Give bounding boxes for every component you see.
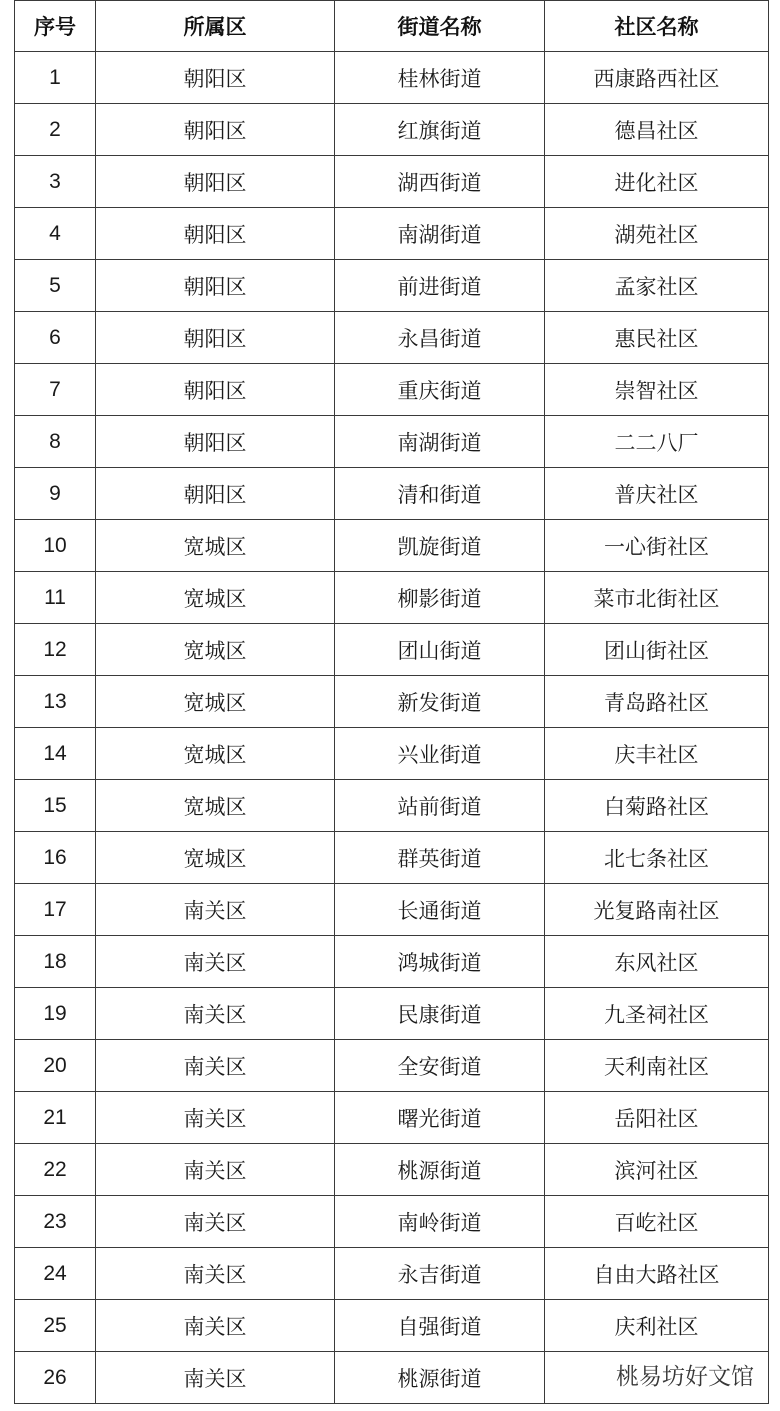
cell-street-name: 柳影街道	[335, 572, 545, 624]
table-row	[15, 780, 769, 832]
cell-district: 宽城区	[96, 832, 335, 884]
cell-district: 南关区	[96, 884, 335, 936]
cell-community-name: 团山街社区	[545, 624, 769, 676]
cell-street-name: 全安街道	[335, 1040, 545, 1092]
table-row	[15, 1092, 769, 1144]
table-row	[15, 572, 769, 624]
cell-community-name: 德昌社区	[545, 104, 769, 156]
cell-serial-number: 11	[15, 572, 96, 624]
cell-street-name: 桃源街道	[335, 1144, 545, 1196]
cell-district: 朝阳区	[96, 52, 335, 104]
cell-community-name: 白菊路社区	[545, 780, 769, 832]
cell-district: 朝阳区	[96, 104, 335, 156]
cell-community-name: 菜市北街社区	[545, 572, 769, 624]
cell-street-name: 群英街道	[335, 832, 545, 884]
cell-serial-number: 26	[15, 1352, 96, 1404]
cell-community-name: 孟家社区	[545, 260, 769, 312]
cell-street-name: 重庆街道	[335, 364, 545, 416]
cell-serial-number: 7	[15, 364, 96, 416]
table-row	[15, 936, 769, 988]
cell-street-name: 鸿城街道	[335, 936, 545, 988]
table-row	[15, 728, 769, 780]
table-header	[15, 1, 769, 52]
table-row	[15, 52, 769, 104]
table-row	[15, 260, 769, 312]
cell-district: 朝阳区	[96, 156, 335, 208]
cell-serial-number: 8	[15, 416, 96, 468]
table-row	[15, 624, 769, 676]
table-row	[15, 468, 769, 520]
cell-street-name: 长通街道	[335, 884, 545, 936]
cell-community-name: 东风社区	[545, 936, 769, 988]
cell-district: 宽城区	[96, 780, 335, 832]
cell-community-name: 进化社区	[545, 156, 769, 208]
cell-district: 朝阳区	[96, 364, 335, 416]
cell-serial-number: 16	[15, 832, 96, 884]
table-row	[15, 1144, 769, 1196]
header-district: 所属区	[96, 1, 335, 52]
cell-street-name: 永昌街道	[335, 312, 545, 364]
cell-district: 朝阳区	[96, 312, 335, 364]
cell-street-name: 南岭街道	[335, 1196, 545, 1248]
table-row	[15, 1248, 769, 1300]
cell-street-name: 团山街道	[335, 624, 545, 676]
cell-community-name: 一心街社区	[545, 520, 769, 572]
cell-district: 朝阳区	[96, 260, 335, 312]
cell-district: 南关区	[96, 1196, 335, 1248]
table-row	[15, 312, 769, 364]
cell-community-name: 庆丰社区	[545, 728, 769, 780]
header-serial-number: 序号	[15, 1, 96, 52]
cell-district: 南关区	[96, 1352, 335, 1404]
cell-community-name: 岳阳社区	[545, 1092, 769, 1144]
cell-street-name: 站前街道	[335, 780, 545, 832]
cell-community-name: 九圣祠社区	[545, 988, 769, 1040]
cell-serial-number: 23	[15, 1196, 96, 1248]
cell-street-name: 南湖街道	[335, 416, 545, 468]
cell-district: 朝阳区	[96, 416, 335, 468]
cell-street-name: 凯旋街道	[335, 520, 545, 572]
cell-serial-number: 22	[15, 1144, 96, 1196]
table-row	[15, 988, 769, 1040]
cell-street-name: 桃源街道	[335, 1352, 545, 1404]
cell-serial-number: 14	[15, 728, 96, 780]
header-street-name: 街道名称	[335, 1, 545, 52]
table-body	[15, 52, 769, 1404]
cell-street-name: 曙光街道	[335, 1092, 545, 1144]
cell-community-name: 二二八厂	[545, 416, 769, 468]
cell-street-name: 湖西街道	[335, 156, 545, 208]
cell-district: 南关区	[96, 936, 335, 988]
cell-serial-number: 10	[15, 520, 96, 572]
cell-street-name: 红旗街道	[335, 104, 545, 156]
cell-district: 宽城区	[96, 572, 335, 624]
cell-district: 南关区	[96, 1092, 335, 1144]
cell-district: 南关区	[96, 1144, 335, 1196]
cell-serial-number: 2	[15, 104, 96, 156]
cell-serial-number: 20	[15, 1040, 96, 1092]
cell-community-name: 庆利社区	[545, 1300, 769, 1352]
cell-serial-number: 18	[15, 936, 96, 988]
cell-community-name: 青岛路社区	[545, 676, 769, 728]
cell-district: 宽城区	[96, 676, 335, 728]
cell-serial-number: 6	[15, 312, 96, 364]
table-row	[15, 208, 769, 260]
cell-community-name: 惠民社区	[545, 312, 769, 364]
table-row	[15, 676, 769, 728]
cell-street-name: 兴业街道	[335, 728, 545, 780]
cell-community-name: 百屹社区	[545, 1196, 769, 1248]
cell-serial-number: 12	[15, 624, 96, 676]
cell-serial-number: 1	[15, 52, 96, 104]
cell-serial-number: 21	[15, 1092, 96, 1144]
cell-serial-number: 15	[15, 780, 96, 832]
cell-serial-number: 17	[15, 884, 96, 936]
cell-serial-number: 4	[15, 208, 96, 260]
cell-community-name: 自由大路社区	[545, 1248, 769, 1300]
cell-serial-number: 24	[15, 1248, 96, 1300]
cell-serial-number: 25	[15, 1300, 96, 1352]
cell-community-name: 滨河社区	[545, 1144, 769, 1196]
cell-community-name: 天利南社区	[545, 1040, 769, 1092]
cell-serial-number: 19	[15, 988, 96, 1040]
table-row	[15, 416, 769, 468]
cell-community-name: 崇智社区	[545, 364, 769, 416]
table-row	[15, 832, 769, 884]
table-row	[15, 1196, 769, 1248]
cell-street-name: 新发街道	[335, 676, 545, 728]
cell-district: 南关区	[96, 1040, 335, 1092]
table-row	[15, 520, 769, 572]
table-row	[15, 884, 769, 936]
cell-district: 宽城区	[96, 624, 335, 676]
cell-street-name: 前进街道	[335, 260, 545, 312]
cell-district: 朝阳区	[96, 208, 335, 260]
cell-district: 宽城区	[96, 520, 335, 572]
header-community-name: 社区名称	[545, 1, 769, 52]
cell-serial-number: 3	[15, 156, 96, 208]
table-row	[15, 104, 769, 156]
cell-district: 宽城区	[96, 728, 335, 780]
cell-street-name: 自强街道	[335, 1300, 545, 1352]
cell-street-name: 南湖街道	[335, 208, 545, 260]
cell-district: 南关区	[96, 988, 335, 1040]
cell-community-name: 普庆社区	[545, 468, 769, 520]
cell-street-name: 民康街道	[335, 988, 545, 1040]
cell-district: 南关区	[96, 1248, 335, 1300]
cell-community-name: 光复路南社区	[545, 884, 769, 936]
header-row	[15, 1, 769, 52]
cell-serial-number: 5	[15, 260, 96, 312]
table-row	[15, 364, 769, 416]
cell-street-name: 清和街道	[335, 468, 545, 520]
cell-serial-number: 13	[15, 676, 96, 728]
watermark-text: 桃易坊好文馆	[616, 1364, 754, 1390]
cell-community-name: 北七条社区	[545, 832, 769, 884]
cell-serial-number: 9	[15, 468, 96, 520]
table-row	[15, 1300, 769, 1352]
cell-district: 朝阳区	[96, 468, 335, 520]
cell-community-name: 西康路西社区	[545, 52, 769, 104]
table-row	[15, 156, 769, 208]
cell-street-name: 永吉街道	[335, 1248, 545, 1300]
community-table	[14, 0, 769, 1404]
cell-district: 南关区	[96, 1300, 335, 1352]
cell-street-name: 桂林街道	[335, 52, 545, 104]
table-row	[15, 1040, 769, 1092]
cell-community-name: 湖苑社区	[545, 208, 769, 260]
